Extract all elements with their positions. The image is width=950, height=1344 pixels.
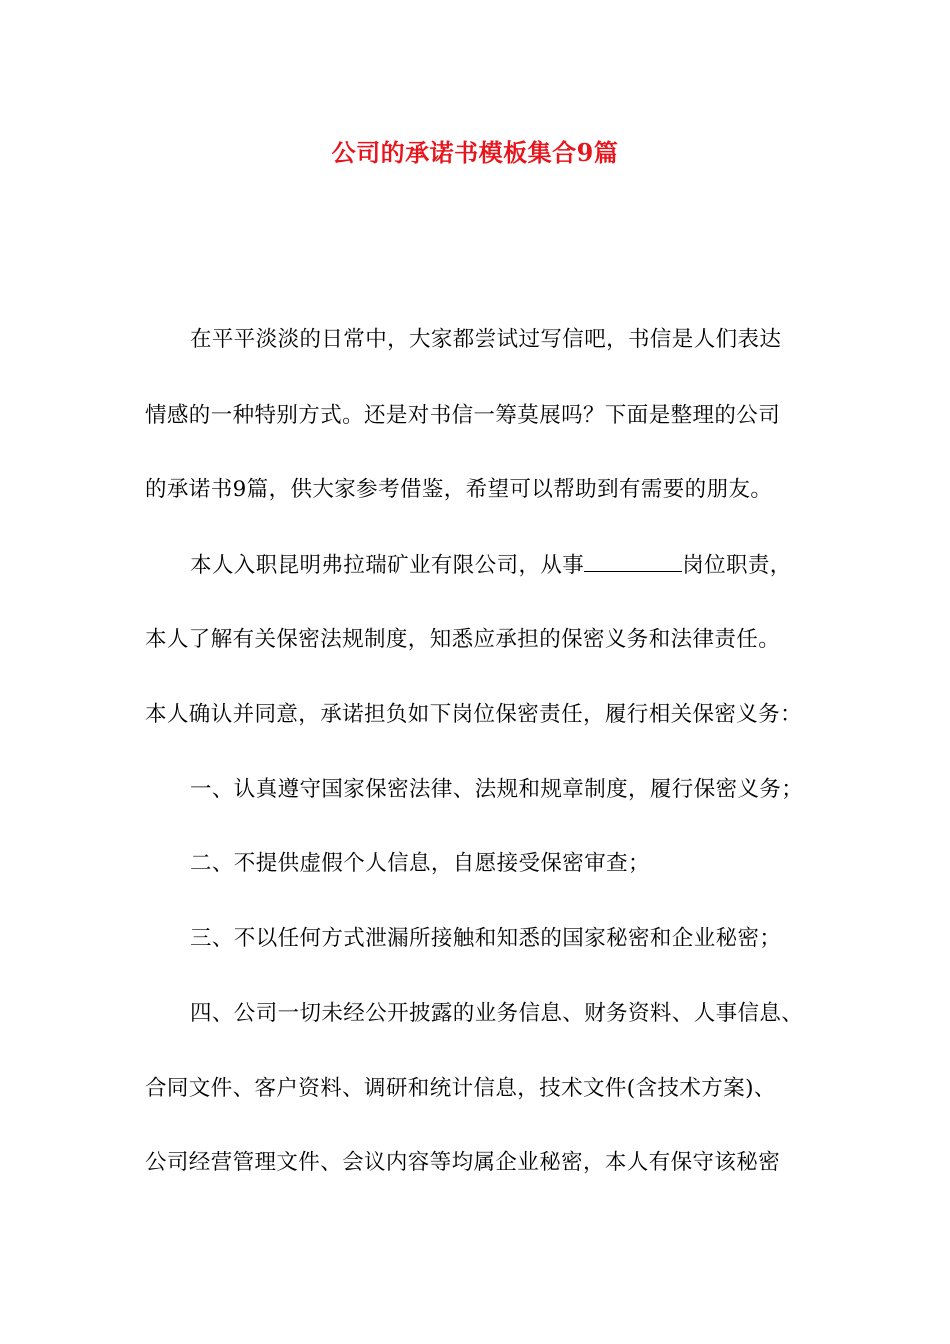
pledge-item-4-line-1: 四、公司一切未经公开披露的业务信息、财务资料、人事信息、: [190, 1001, 804, 1026]
position-blank: [584, 551, 682, 572]
pledge-line-2: 本人了解有关保密法规制度，知悉应承担的保密义务和法律责任。: [145, 627, 781, 652]
pledge-line-3: 本人确认并同意，承诺担负如下岗位保密责任，履行相关保密义务：: [145, 702, 803, 727]
pledge-item-4-line-3: 公司经营管理文件、会议内容等均属企业秘密，本人有保守该秘密: [145, 1150, 781, 1175]
pledge-line-1: [190, 548, 792, 584]
pledge-item-4-line-2: 合同文件、客户资料、调研和统计信息，技术文件(含技术方案)、: [145, 1076, 776, 1101]
document-title: 公司的承诺书模板集合9篇: [331, 138, 619, 167]
pledge-line-1-end: 岗位职责，: [682, 553, 792, 578]
pledge-item-2: 二、不提供虚假个人信息，自愿接受保密审查；: [190, 851, 650, 876]
intro-line-1: 在平平淡淡的日常中，大家都尝试过写信吧，书信是人们表达: [190, 327, 782, 352]
pledge-item-3: 三、不以任何方式泄漏所接触和知悉的国家秘密和企业秘密；: [190, 926, 782, 951]
pledge-item-1: 一、认真遵守国家保密法律、法规和规章制度，履行保密义务；: [190, 777, 804, 802]
pledge-line-1-start: 本人入职昆明弗拉瑞矿业有限公司，从事: [190, 553, 585, 578]
intro-line-2: 情感的一种特别方式。还是对书信一筹莫展吗？下面是整理的公司: [145, 403, 781, 428]
intro-line-3: 的承诺书9篇，供大家参考借鉴，希望可以帮助到有需要的朋友。: [145, 477, 773, 502]
